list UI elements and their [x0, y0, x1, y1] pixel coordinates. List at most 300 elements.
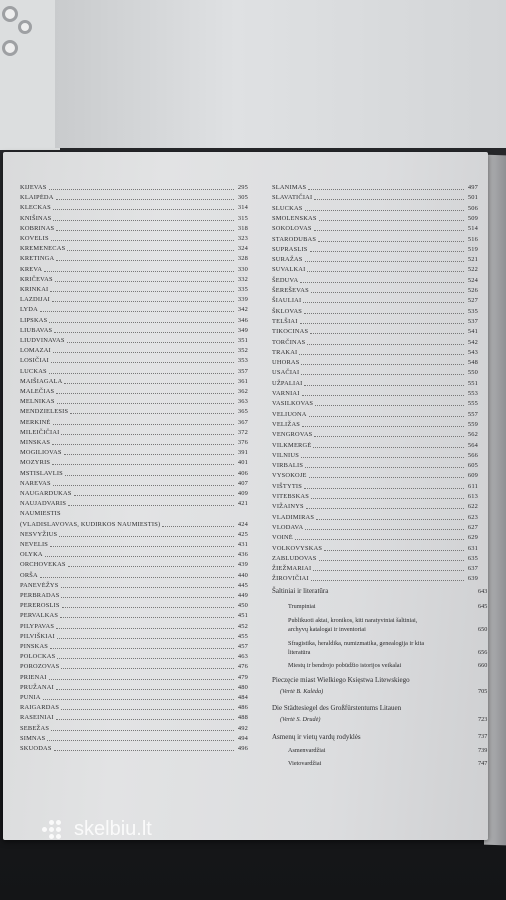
toc-entry-name: LOSIČIAI [20, 357, 49, 365]
toc-entry-name: STARODUBAS [272, 235, 317, 243]
toc-entry-page: 357 [237, 367, 248, 375]
toc-entry-page: 486 [237, 704, 248, 712]
rodykles-page: 737 [478, 733, 488, 740]
toc-entry [20, 572, 248, 580]
leader-dots [54, 332, 234, 333]
toc-entry-name: VASILKOVAS [272, 400, 314, 408]
toc-entry-name: USAČIAI [272, 369, 300, 377]
toc-entry-name: OLYKA [20, 551, 43, 559]
leader-dots [56, 689, 234, 690]
pieczecie-page: 705 [478, 688, 488, 695]
toc-entry-page: 548 [467, 359, 478, 367]
leader-dots [311, 498, 464, 499]
toc-entry-name: RAIGARDAS [20, 704, 60, 712]
leader-dots [62, 607, 234, 608]
toc-entry [20, 521, 248, 529]
toc-entry-page: 439 [237, 561, 248, 569]
toc-entry [20, 684, 248, 692]
toc-entry [272, 236, 478, 244]
toc-entry-name: (VLADISLAVOVAS, KUDIRKOS NAUMIESTIS) [20, 520, 161, 528]
leader-dots [295, 539, 464, 540]
toc-entry [20, 592, 248, 600]
pieczecie-translator: (Vertė B. Kalėda) [280, 688, 324, 695]
toc-entry-name: SURAŽAS [272, 256, 303, 264]
toc-entry [20, 674, 248, 682]
leader-dots [65, 475, 234, 476]
dots-logo-icon [42, 820, 68, 840]
toc-entry [20, 643, 248, 651]
section-sources-title: Šaltiniai ir literatūra [272, 587, 329, 595]
toc-entry-name: MOGILIOVAS [20, 449, 62, 457]
toc-entry [272, 575, 478, 583]
toc-entry-name: VARNIAI [272, 390, 300, 397]
toc-entry-name: VENGROVAS [272, 431, 313, 439]
toc-entry [20, 255, 248, 263]
leader-dots [316, 519, 464, 520]
toc-entry [20, 449, 248, 457]
toc-entry-name: KRIČEVAS [20, 275, 53, 283]
toc-entry-name: VIŽAINYS [272, 503, 304, 511]
leader-dots [49, 373, 234, 374]
toc-entry-name: ŠEREŠEVAS [272, 287, 309, 294]
toc-entry-page: 623 [467, 513, 478, 521]
toc-entry [272, 452, 478, 460]
leader-dots [302, 426, 464, 427]
toc-entry [20, 306, 248, 314]
toc-entry-page: 542 [467, 338, 478, 346]
leader-dots [56, 628, 234, 629]
toc-entry [20, 296, 248, 304]
leader-dots [301, 374, 464, 375]
toc-entry-name: LIPSKAS [20, 316, 48, 324]
toc-entry [20, 429, 248, 437]
leader-dots [53, 424, 234, 425]
leader-dots [305, 467, 464, 468]
leader-dots [61, 709, 234, 710]
toc-entry [272, 483, 478, 491]
toc-entry-page: 492 [237, 724, 248, 732]
toc-entry-page: 449 [237, 592, 248, 599]
toc-entry-page: 409 [237, 490, 248, 497]
toc-entry-page: 496 [237, 745, 248, 752]
toc-entry-name: KRETINGA [20, 255, 55, 263]
leader-dots [61, 434, 234, 435]
toc-entry [272, 339, 478, 347]
toc-entry-name: LYDA [20, 306, 38, 314]
toc-entry-page: 519 [467, 245, 478, 253]
toc-entry-page: 521 [467, 256, 478, 264]
toc-entry-name: NEVELIS [20, 541, 49, 548]
toc-entry-page: 436 [237, 551, 248, 559]
toc-entry-page: 335 [237, 286, 248, 293]
toc-entry-name: MSTISLAVLIS [20, 469, 63, 477]
toc-entry [272, 503, 478, 511]
toc-entry-page: 506 [467, 204, 478, 212]
leader-dots [52, 301, 234, 302]
toc-entry-name: PERBRADAS [20, 592, 60, 599]
toc-entry-page: 480 [237, 683, 248, 691]
toc-entry [272, 390, 478, 398]
toc-entry-name: KREMENECAS [20, 245, 66, 253]
toc-entry [272, 534, 478, 542]
toc-entry-page: 352 [237, 347, 248, 355]
toc-entry [20, 347, 248, 355]
toc-entry-name: SKUODAS [20, 745, 52, 752]
toc-entry [20, 215, 248, 223]
leader-dots [64, 454, 234, 455]
toc-entry-name: SLUCKAS [272, 204, 303, 212]
leader-dots [67, 342, 234, 343]
toc-entry [20, 480, 248, 488]
toc-entry [20, 602, 248, 610]
toc-entry-name: ŠIAULIAI [272, 297, 302, 305]
toc-entry-name: UŽPALIAI [272, 379, 303, 387]
leader-dots [311, 580, 464, 581]
leader-dots [309, 477, 464, 478]
toc-entry [20, 582, 248, 590]
leader-dots [319, 220, 464, 221]
toc-entry [20, 561, 248, 569]
toc-entry [20, 551, 248, 559]
toc-entry [20, 245, 248, 253]
toc-entry [20, 735, 248, 743]
section-sources-page: 643 [478, 588, 488, 595]
leader-dots [305, 261, 464, 262]
leader-dots [51, 240, 234, 241]
sfragistika-line1: Sfragistika, heraldika, numizmatika, genealogija ir kita [288, 640, 425, 647]
leader-dots [52, 464, 234, 465]
toc-entry-name: VLODAVA [272, 523, 304, 531]
toc-entry [20, 276, 248, 284]
toc-entry [272, 246, 478, 254]
toc-entry-name: NAREVAS [20, 479, 51, 487]
leader-dots [307, 344, 464, 345]
toc-entry-page: 553 [467, 390, 478, 397]
toc-entry-page: 401 [237, 459, 248, 467]
asmenvardziai: Asmenvardžiai [288, 747, 326, 754]
leader-dots [305, 529, 464, 530]
toc-entry-page: 376 [237, 439, 248, 446]
toc-entry-name: TELŠIAI [272, 317, 298, 325]
toc-entry-name: KIJEVAS [20, 184, 47, 191]
toc-entry-name: MENDZIELESIS [20, 408, 69, 416]
toc-entry-page: 524 [467, 276, 478, 284]
toc-entry-page: 543 [467, 348, 478, 356]
toc-entry-name: MALEČIAS [20, 388, 55, 395]
leader-dots [55, 281, 234, 282]
leader-dots [60, 617, 234, 618]
toc-entry-page: 315 [237, 214, 248, 222]
leader-dots [47, 740, 234, 741]
toc-entry-page: 406 [237, 469, 248, 477]
leader-dots [53, 352, 234, 353]
leader-dots [309, 416, 464, 417]
toc-entry-name: ŠKLOVAS [272, 307, 303, 315]
leader-dots [59, 536, 234, 537]
toc-entry [272, 225, 478, 233]
toc-entry [20, 337, 248, 345]
leader-dots [304, 488, 464, 489]
toc-entry-name: VYSOKOJE [272, 472, 307, 480]
toc-entry-name: VITEBSKAS [272, 493, 309, 500]
watermark-text: skelbiu.lt [74, 818, 152, 840]
toc-entry-page: 421 [237, 500, 248, 508]
leader-dots [51, 362, 234, 363]
leader-dots [305, 210, 464, 211]
toc-entry [272, 328, 478, 336]
toc-entry [20, 327, 248, 335]
toc-entry-name: MOZYRIS [20, 459, 51, 467]
toc-entry [272, 380, 478, 388]
toc-entry [272, 359, 478, 367]
toc-entry-page: 509 [467, 214, 478, 222]
toc-entry-page: 497 [467, 184, 478, 191]
toc-entry-page: 305 [237, 194, 248, 202]
toc-entry-page: 488 [237, 714, 248, 722]
leader-dots [304, 313, 464, 314]
toc-entry [272, 215, 478, 223]
toc-entry-name: NESVYŽIUS [20, 530, 58, 538]
leader-dots [70, 413, 234, 414]
toc-entry-page: 631 [467, 544, 478, 552]
toc-entry-page: 431 [237, 541, 248, 548]
toc-entry [272, 462, 478, 470]
toc-entry [20, 408, 248, 416]
leader-dots [57, 638, 234, 639]
leader-dots [319, 560, 464, 561]
toc-entry-name: MILEIČIČIAI [20, 428, 60, 436]
leader-dots [314, 230, 464, 231]
toc-entry [20, 725, 248, 733]
toc-entry [20, 745, 248, 753]
toc-entry-page: 324 [237, 245, 248, 253]
leader-dots [61, 668, 234, 669]
toc-entry [272, 545, 478, 553]
toc-entry-page: 323 [237, 235, 248, 242]
toc-entry-name: PILVIŠKIAI [20, 632, 55, 640]
toc-entry-name: TORČINAS [272, 338, 306, 346]
toc-entry-name: PUNIA [20, 694, 41, 701]
toc-entry [272, 431, 478, 439]
binder-ring [2, 40, 18, 56]
leader-dots [68, 505, 234, 506]
leader-dots [314, 436, 464, 437]
toc-entry-page: 522 [467, 266, 478, 274]
leader-dots [306, 508, 464, 509]
toc-entry-page: 372 [237, 428, 248, 436]
toc-entry [20, 490, 248, 498]
leader-dots [74, 495, 234, 496]
leader-dots [310, 251, 464, 252]
toc-entry-name: SUPRASLIS [272, 245, 308, 253]
toc-entry-name: POROZOVAS [20, 663, 60, 671]
toc-entry [20, 704, 248, 712]
leader-dots [45, 556, 234, 557]
toc-entry-name: VELIŽAS [272, 420, 301, 428]
toc-entry-page: 501 [467, 194, 478, 202]
leader-dots [300, 282, 464, 283]
leader-dots [43, 699, 234, 700]
miestu: Miestų ir bendrojo pobūdžio istorijos veikalai [288, 662, 402, 669]
leader-dots [40, 577, 234, 578]
toc-entry [272, 194, 478, 202]
toc-entry-page: 516 [467, 235, 478, 243]
stadtesiegel-translator: (Vertė S. Drudė) [280, 716, 321, 723]
toc-entry-page: 424 [237, 520, 248, 528]
toc-entry-page: 557 [467, 410, 478, 418]
toc-entry-page: 455 [237, 632, 248, 640]
leader-dots [49, 322, 234, 323]
toc-entry-page: 463 [237, 653, 248, 661]
toc-entry-name: SEBEŽAS [20, 724, 50, 732]
toc-entry [272, 266, 478, 274]
toc-entry-name: PINSKAS [20, 643, 49, 650]
toc-entry-page: 440 [237, 571, 248, 579]
leader-dots [315, 405, 464, 406]
background-wall [55, 0, 506, 148]
leader-dots [68, 566, 234, 567]
toc-entry-name: KREVA [20, 265, 43, 273]
leader-dots [56, 393, 234, 394]
toc-entry [272, 297, 478, 305]
toc-entry [20, 204, 248, 212]
leader-dots [44, 271, 234, 272]
leader-dots [50, 648, 234, 649]
toc-entry-name: SUVALKAI [272, 266, 306, 274]
toc-entry-page: 367 [237, 418, 248, 426]
toc-entry-name: NAUGARDUKAS [20, 490, 72, 497]
toc-entry [272, 369, 478, 377]
toc-entry-name: KLAIPĖDA [20, 194, 54, 202]
toc-entry [272, 318, 478, 326]
toc-entry-name: LIUDVINAVAS [20, 337, 65, 344]
toc-entry [20, 500, 248, 508]
toc-entry-page: 342 [237, 306, 248, 314]
toc-entry-page: 451 [237, 612, 248, 620]
toc-entry-name: VLADIMIRAS [272, 513, 315, 521]
toc-entry [20, 184, 248, 192]
toc-entry-name: MINSKAS [20, 439, 51, 446]
toc-entry-name: SLANIMAS [272, 184, 307, 191]
miestu-page: 660 [478, 662, 488, 669]
toc-entry [20, 368, 248, 376]
toc-entry [20, 612, 248, 620]
toc-entry-page: 550 [467, 369, 478, 377]
toc-entry-page: 361 [237, 377, 248, 385]
leader-dots [53, 485, 234, 486]
leader-dots [57, 658, 234, 659]
publikuoti-line1: Publikuoti aktai, kronikos, kiti naratyviniai šaltiniai, [288, 617, 418, 624]
toc-entry [20, 419, 248, 427]
toc-entry-page: 295 [237, 184, 248, 191]
toc-entry-name: KLECKAS [20, 204, 51, 212]
sfragistika-page: 656 [478, 649, 488, 656]
leader-dots [49, 679, 234, 680]
toc-entry [272, 493, 478, 501]
toc-entry-page: 562 [467, 431, 478, 439]
toc-entry [20, 439, 248, 447]
toc-entry-name: VELIUONA [272, 410, 307, 418]
toc-entry [20, 510, 248, 518]
toc-entry [20, 398, 248, 406]
leader-dots [57, 403, 234, 404]
toc-entry [20, 714, 248, 722]
toc-entry-page: 362 [237, 388, 248, 395]
toc-entry-name: NAUMIESTIS [20, 510, 61, 518]
toc-entry [272, 287, 478, 295]
toc-entry-name: KOVELIS [20, 235, 49, 242]
toc-entry [20, 317, 248, 325]
toc-entry-page: 541 [467, 328, 478, 336]
vietovardziai: Vietovardžiai [288, 760, 322, 767]
toc-entry [20, 286, 248, 294]
skelbiu-watermark [42, 818, 152, 841]
toc-entry-name: SOKOLOVAS [272, 225, 312, 233]
toc-entry-page: 484 [237, 694, 248, 701]
leader-dots [56, 719, 234, 720]
toc-entry-name: MELNIKAS [20, 398, 55, 406]
leader-dots [299, 354, 464, 355]
toc-entry-page: 445 [237, 581, 248, 589]
toc-entry [272, 565, 478, 573]
toc-entry-name: LOMAZAI [20, 347, 51, 355]
toc-entry-name: VILNIUS [272, 451, 299, 459]
leader-dots [61, 587, 234, 588]
leader-dots [67, 250, 234, 251]
toc-entry-name: SMOLENSKAS [272, 214, 317, 222]
leader-dots [56, 230, 234, 231]
leader-dots [56, 260, 234, 261]
toc-entry-page: 494 [237, 734, 248, 742]
toc-entry-name: ORŠA [20, 571, 38, 579]
toc-entry-name: SIMNAS [20, 734, 46, 742]
leader-dots [310, 333, 464, 334]
toc-entry-page: 627 [467, 523, 478, 531]
leader-dots [40, 311, 234, 312]
toc-entry-name: PERVALKAS [20, 612, 59, 620]
leader-dots [61, 597, 234, 598]
toc-entry [272, 308, 478, 316]
toc-entry-name: KOBRINAS [20, 224, 55, 232]
toc-entry [20, 388, 248, 396]
toc-entry [272, 277, 478, 285]
leader-dots [307, 271, 464, 272]
leader-dots [311, 292, 464, 293]
toc-entry-page: 332 [237, 275, 248, 283]
toc-entry [20, 541, 248, 549]
toc-entry-page: 328 [237, 255, 248, 263]
toc-entry-name: PILYPAVAS [20, 622, 55, 630]
toc-entry [272, 400, 478, 408]
toc-entry-page: 566 [467, 451, 478, 459]
toc-entry-page: 537 [467, 317, 478, 325]
leader-dots [313, 570, 464, 571]
toc-entry-page: 527 [467, 297, 478, 305]
toc-entry [272, 256, 478, 264]
toc-entry [20, 470, 248, 478]
toc-entry [20, 623, 248, 631]
toc-entry-page: 611 [468, 482, 478, 490]
toc-entry-page: 564 [467, 441, 478, 449]
toc-entry [272, 421, 478, 429]
toc-entry-page: 452 [237, 622, 248, 630]
toc-entry-page: 365 [237, 408, 248, 416]
publikuoti-page: 650 [478, 626, 488, 633]
toc-entry-name: VIRBALIS [272, 462, 304, 470]
toc-entry-page: 629 [467, 534, 478, 542]
sfragistika-line2: literatūra [288, 649, 311, 656]
toc-entry-page: 353 [237, 357, 248, 365]
